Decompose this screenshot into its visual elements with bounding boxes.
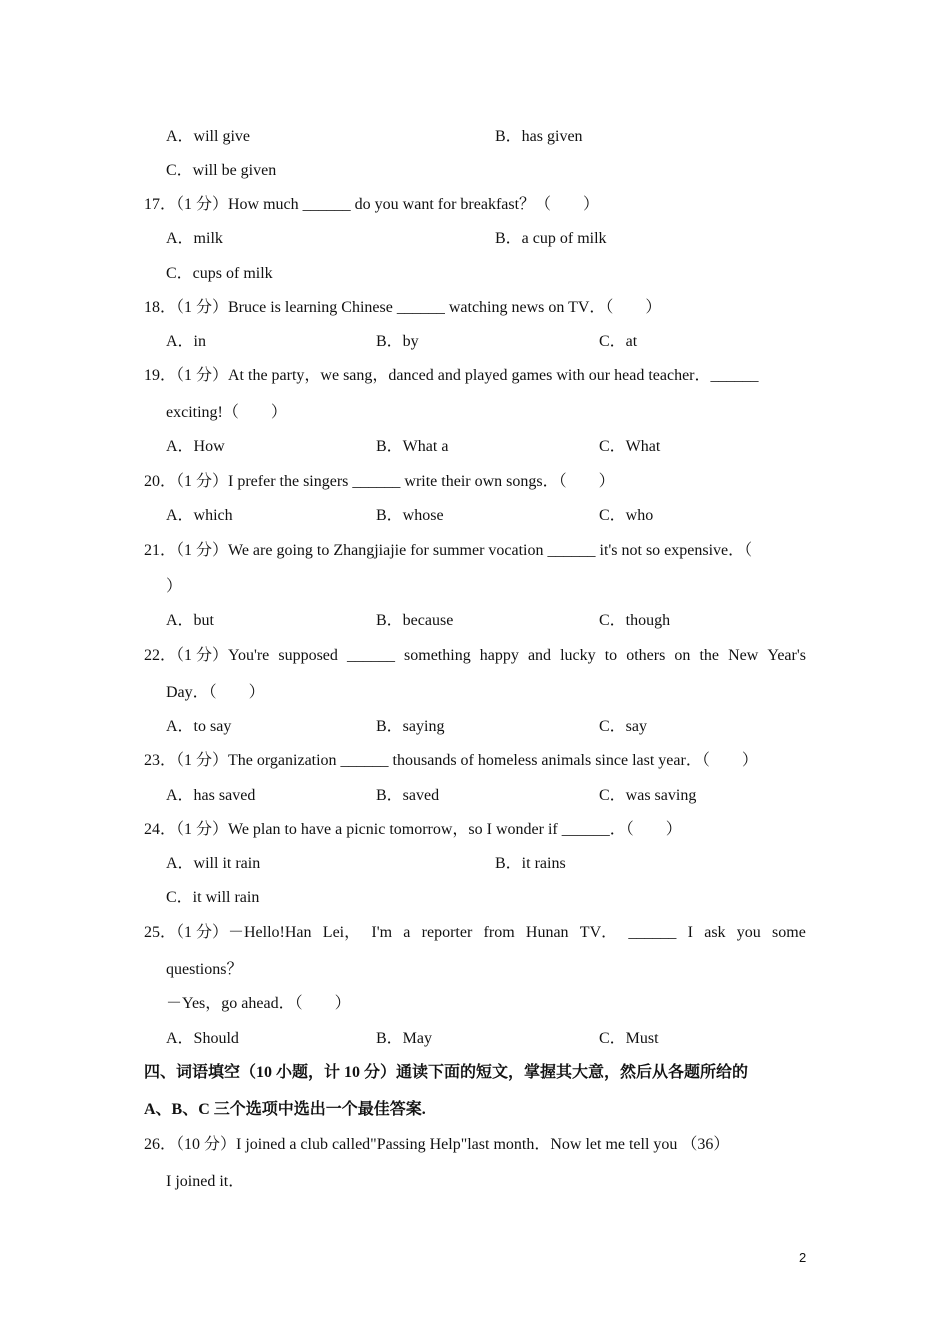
q22-word: others bbox=[626, 647, 666, 664]
q19-option-b: B．What a bbox=[376, 438, 449, 455]
q22-option-c: C．say bbox=[599, 718, 648, 735]
q25-word: some bbox=[772, 924, 806, 941]
q22-word: to bbox=[604, 647, 618, 664]
q25-option-a: A．Should bbox=[166, 1030, 239, 1047]
q22-word: happy bbox=[479, 647, 519, 664]
q22-word: something bbox=[404, 647, 471, 664]
q20-stem: 20．（1 分）I prefer the singers ______ write their own songs．（ ） bbox=[144, 473, 615, 490]
q22-word: New bbox=[728, 647, 759, 664]
q16-option-a: A．will give bbox=[166, 128, 250, 145]
q17-option-c: C．cups of milk bbox=[166, 265, 273, 282]
q21-stem: 21．（1 分）We are going to Zhangjiajie for summer vocation ______ it's not so expensive．（ bbox=[144, 542, 753, 559]
q18-option-c: C．at bbox=[599, 333, 638, 350]
q20-option-c: C．who bbox=[599, 507, 654, 524]
q25-stem bbox=[144, 923, 806, 943]
q21-option-a: A．but bbox=[166, 612, 215, 629]
q19-option-c: C．What bbox=[599, 438, 661, 455]
q24-stem: 24．（1 分）We plan to have a picnic tomorrow，so I wonder if ______．（ ） bbox=[144, 821, 682, 838]
q22-word: and bbox=[527, 647, 552, 664]
q16-option-b: B．has given bbox=[495, 128, 583, 145]
q22-word: 22．（1 分）You're bbox=[144, 647, 270, 664]
q22-option-b: B．saying bbox=[376, 718, 445, 735]
q25-word: Hunan bbox=[525, 924, 569, 941]
q25-word: I'm bbox=[371, 924, 393, 941]
q25-word: ______ bbox=[628, 924, 677, 941]
q21-stem-cont: ） bbox=[166, 578, 183, 595]
q20-option-b: B．whose bbox=[376, 507, 444, 524]
q19-stem: 19．（1 分）At the party，we sang，danced and played games with our head teacher．______ bbox=[144, 367, 759, 384]
q25-word: a bbox=[403, 924, 411, 941]
q17-stem: 17．（1 分）How much ______ do you want for breakfast？（ ） bbox=[144, 196, 600, 213]
q22-word: on bbox=[674, 647, 691, 664]
q23-stem: 23．（1 分）The organization ______ thousands of homeless animals since last year．（ ） bbox=[144, 752, 758, 769]
q22-option-a: A．to say bbox=[166, 718, 232, 735]
q25-option-b: B．May bbox=[376, 1030, 433, 1047]
q22-word: supposed bbox=[278, 647, 338, 664]
q25-option-c: C．Must bbox=[599, 1030, 659, 1047]
q22-word: Year's bbox=[767, 647, 806, 664]
q17-option-a: A．milk bbox=[166, 230, 223, 247]
q25-word: from bbox=[483, 924, 515, 941]
q22-stem bbox=[144, 646, 806, 666]
q25-word: 25．（1 分）－Hello!Han bbox=[144, 924, 312, 941]
section4-heading: 四、词语填空（10 小题，计 10 分）通读下面的短文，掌握其大意，然后从各题所给的 bbox=[144, 1064, 749, 1081]
q25-stem-cont: questions？ bbox=[166, 961, 243, 978]
q22-word: ______ bbox=[346, 647, 395, 664]
q20-option-a: A．which bbox=[166, 507, 233, 524]
q24-option-b: B．it rains bbox=[495, 855, 566, 872]
page-number: 2 bbox=[799, 1250, 807, 1265]
q19-option-a: A．How bbox=[166, 438, 225, 455]
q25-dialogue-reply: －Yes，go ahead．（ ） bbox=[166, 995, 351, 1012]
q18-option-a: A．in bbox=[166, 333, 207, 350]
q23-option-c: C．was saving bbox=[599, 787, 697, 804]
q24-option-c: C．it will rain bbox=[166, 889, 260, 906]
q25-word: ask bbox=[704, 924, 726, 941]
q25-word: TV． bbox=[579, 924, 618, 941]
q17-option-b: B．a cup of milk bbox=[495, 230, 607, 247]
q22-word: lucky bbox=[560, 647, 596, 664]
q23-option-b: B．saved bbox=[376, 787, 440, 804]
q18-option-b: B．by bbox=[376, 333, 419, 350]
q24-option-a: A．will it rain bbox=[166, 855, 261, 872]
q22-stem-cont: Day．（ ） bbox=[166, 684, 265, 701]
q21-option-c: C．though bbox=[599, 612, 671, 629]
q26-stem-cont: I joined it． bbox=[166, 1173, 245, 1190]
q16-option-c: C．will be given bbox=[166, 162, 277, 179]
section4-heading-cont: A、B、C 三个选项中选出一个最佳答案. bbox=[144, 1101, 426, 1118]
q25-word: you bbox=[736, 924, 761, 941]
q26-stem: 26．（10 分）I joined a club called"Passing Help"last month．Now let me tell you （36） bbox=[144, 1136, 730, 1153]
q18-stem: 18．（1 分）Bruce is learning Chinese ______ watching news on TV．（ ） bbox=[144, 299, 662, 316]
q22-word: the bbox=[699, 647, 720, 664]
q25-word: I bbox=[687, 924, 693, 941]
q21-option-b: B．because bbox=[376, 612, 454, 629]
q25-word: reporter bbox=[421, 924, 473, 941]
q19-stem-cont: exciting!（ ） bbox=[166, 404, 287, 421]
q25-word: Lei， bbox=[322, 924, 361, 941]
q23-option-a: A．has saved bbox=[166, 787, 256, 804]
